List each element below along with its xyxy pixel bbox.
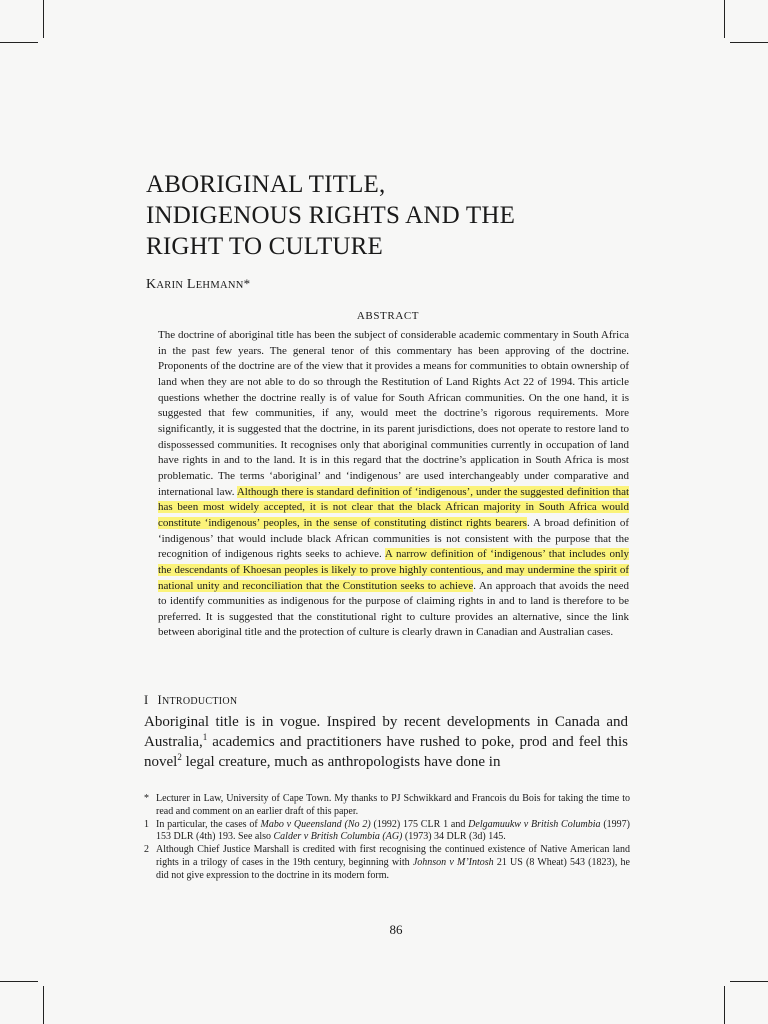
crop-mark-top-right-horizontal bbox=[730, 42, 768, 43]
footnotes bbox=[144, 793, 630, 883]
title-line: INDIGENOUS RIGHTS AND THE bbox=[146, 202, 516, 229]
title-line: ABORIGINAL TITLE, bbox=[146, 171, 386, 198]
author-name: KARIN LEHMANN* bbox=[146, 276, 251, 292]
title-line: RIGHT TO CULTURE bbox=[146, 233, 384, 260]
highlighted-passage: A narrow definition of ‘indigenous’ that includes only the descendants of Khoesan peoples is likely to prove highly contentious, and may undermine the spirit of national unity and reconciliation that the Constitution seeks to achieve bbox=[158, 548, 629, 592]
footnote-1: 1 In particular, the cases of Mabo v Queensland (No 2) (1992) 175 CLR 1 and Delgamuukw v British Columbia (1997) 153 DLR (4th) 193. See also Calder v British Columbia (AG) (1973) 34 DLR (3d) 145. bbox=[144, 818, 630, 843]
page-number: 86 bbox=[389, 922, 403, 937]
intro-paragraph: Aboriginal title is in vogue. Inspired by recent developments in Canada and Australia,$^1$ academics and practitioners have rushed to poke, prod and feel this novel$^2$ legal creature, much as anthropologists have done in bbox=[144, 714, 628, 770]
footnote-2: 2 Although Chief Justice Marshall is credited with first recognising the continued existence of Native American land rights in a trilogy of cases in the 19th century, beginning with Johnson v M’Intosh 21 US (8 Wheat) 543 (1823), he did not give expression to the doctrine in its modern form. bbox=[144, 844, 630, 881]
footnote-ref[interactable]: 1 bbox=[202, 732, 208, 742]
abstract-body: The doctrine of aboriginal title has been the subject of considerable academic commentary in South Africa in the past few years. The general tenor of this commentary has been approving of the doctrine. Proponents of the doctrine are of the view that it provides a means for communities to obtain ownership of land when they are not able to do so through the Restitution of Land Rights Act 22 of 1994. This article questions whether the doctrine really is of value for South African communities. On the one hand, it is suggested that few communities, if any, would meet the doctrine’s rigorous requirements. More significantly, it is suggested that the doctrine, in its parent jurisdictions, does not operate to restore land to dispossessed communities. It recognises only that aboriginal communities currently in occupation of land have rights in and to the land. It is in this regard that the doctrine’s application in South Africa is most problematic. The terms ‘aboriginal’ and ‘indigenous’ are used interchangeably under comparative and international law. Although there is standard definition of ‘indigenous’, under the suggested definition that has been most widely accepted, it is not clear that the black African majority in South Africa would constitute ‘indigenous’ peoples, in the sense of constituting distinct rights bearers. A broad definition of ‘indigenous’ that would include black African communities is not consistent with the purpose that the recognition of indigenous rights seeks to achieve. A narrow definition of ‘indigenous’ that includes only the descendants of Khoesan peoples is likely to prove highly contentious, and may undermine the spirit of national unity and reconciliation that the Constitution seeks to achieve. An approach that avoids the need to identify communities as indigenous for the purpose of claiming rights in and to land is therefore to be preferred. It is suggested that the constitutional right to culture provides an alternative, since the link between aboriginal title and the protection of culture is clearly drawn in Canadian and Australian cases. bbox=[158, 329, 630, 639]
crop-mark-top-left-horizontal bbox=[0, 42, 38, 43]
crop-mark-top-right-vertical bbox=[724, 0, 725, 38]
crop-mark-bottom-right-horizontal bbox=[730, 981, 768, 982]
footnote-star: * Lecturer in Law, University of Cape Town. My thanks to PJ Schwikkard and Francois du Bois for taking the time to read and comment on an earlier draft of this paper. bbox=[144, 793, 630, 817]
article-title bbox=[146, 169, 666, 262]
section-heading: I INTRODUCTION bbox=[144, 693, 238, 707]
abstract-heading: ABSTRACT bbox=[356, 310, 420, 322]
highlighted-passage: Although there is standard definition of ‘indigenous’, under the suggested definition that has been most widely accepted, it is not clear that the black African majority in South Africa would constitute ‘indigenous’ peoples, in the sense of constituting distinct rights bearers bbox=[158, 485, 630, 529]
crop-mark-bottom-left-horizontal bbox=[0, 981, 38, 982]
footnote-ref[interactable]: 2 bbox=[177, 752, 182, 762]
crop-mark-top-left-vertical bbox=[43, 0, 44, 38]
crop-mark-bottom-left-vertical bbox=[43, 986, 44, 1024]
author-footnote-mark: * bbox=[243, 276, 251, 291]
crop-mark-bottom-right-vertical bbox=[724, 986, 725, 1024]
